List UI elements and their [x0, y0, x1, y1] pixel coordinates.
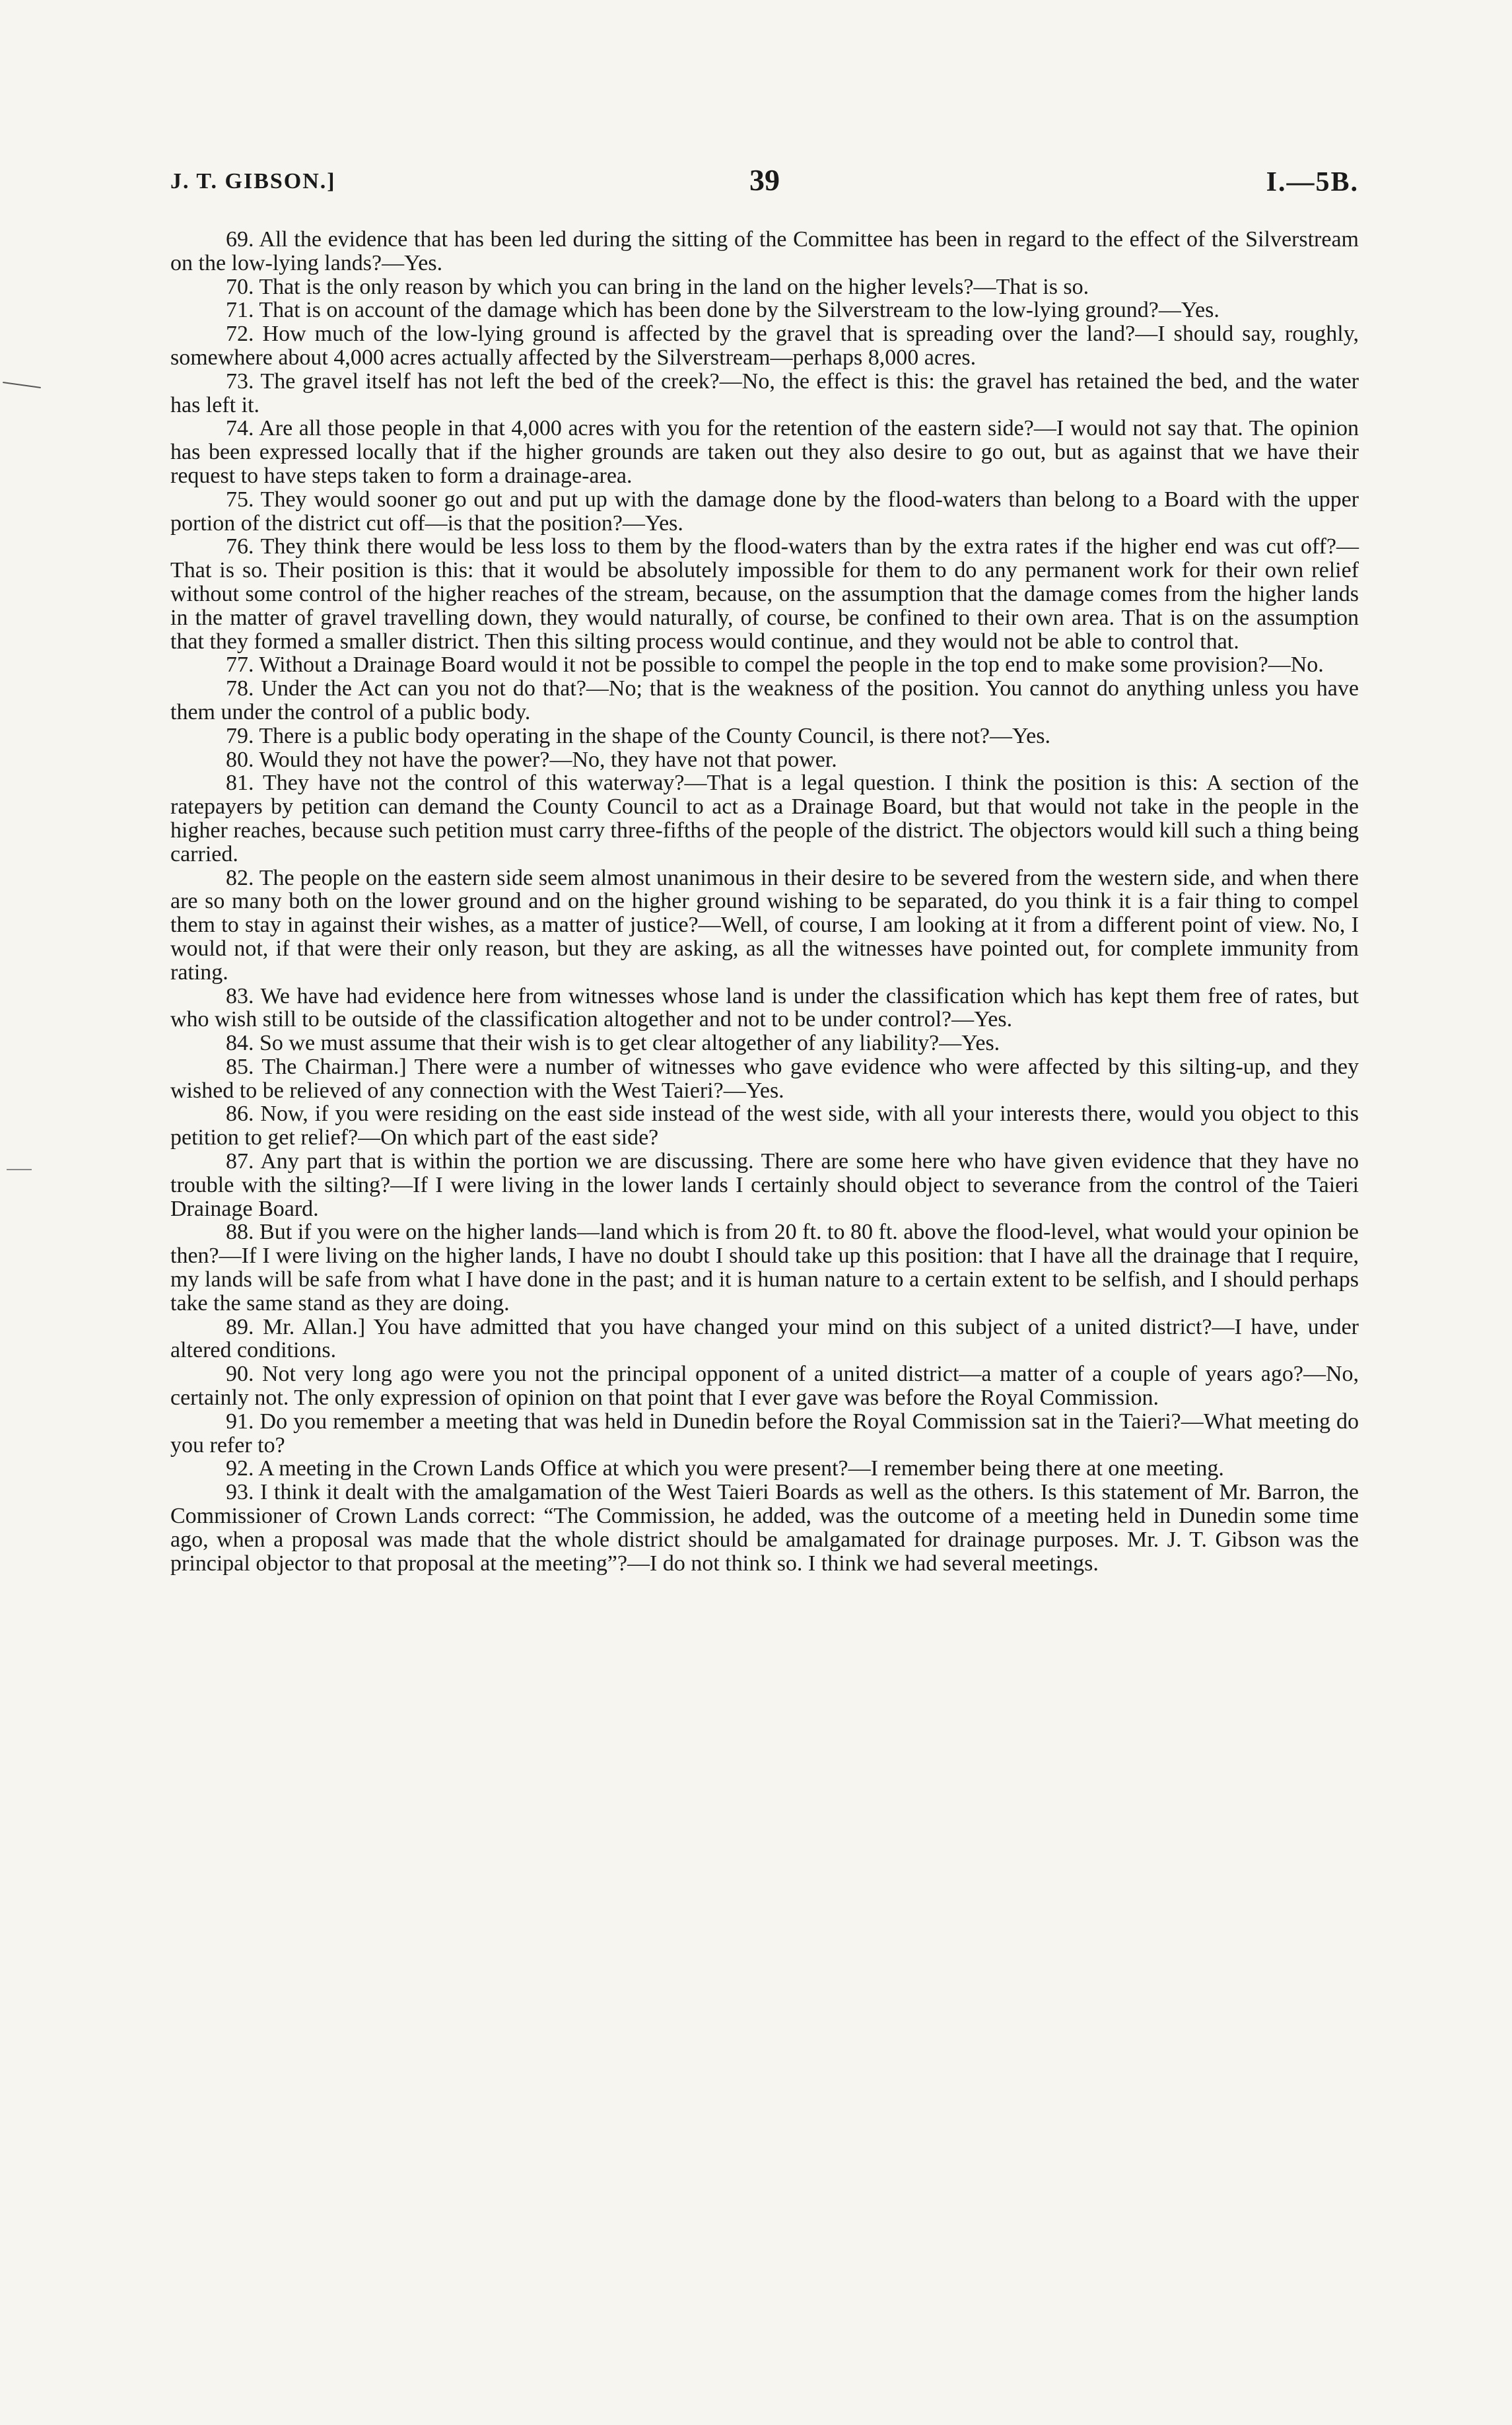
question-74: 74. Are all those people in that 4,000 acres with you for the retention of the eastern side?—I would not say that. The opinion has been expressed locally that if the higher grounds are taken out they also desire to go out, but as against that we have their request to have steps taken to form a drainage-area. — [170, 416, 1359, 488]
question-89: 89. Mr. Allan.] You have admitted that you have changed your mind on this subject of a united district?—I have, under altered conditions. — [170, 1314, 1359, 1363]
question-84: 84. So we must assume that their wish is to get clear altogether of any liability?—Yes. — [226, 1031, 1000, 1056]
question-81: 81. They have not the control of this waterway?—That is a legal question. I think the position is this: A section of the ratepayers by petition can demand the County Council to act as a Drainage Board, but that would not take in the people in the higher reaches, because such petition must carry three-fifths of the people of the district. The objectors would kill such a thing being carried. — [170, 771, 1359, 866]
margin-mark — [7, 1169, 32, 1170]
witness-name: J. T. GIBSON.] — [170, 169, 336, 193]
question-85: 85. The Chairman.] There were a number of witnesses who gave evidence who were affected by this silting-up, and they wished to be relieved of any connection with the West Taieri?—Yes. — [170, 1054, 1359, 1103]
question-82: 82. The people on the eastern side seem almost unanimous in their desire to be severed from the western side, and when there are so many both on the lower ground and on the higher ground wishing to be separated, do you think it is a fair thing to compel them to stay in against their wishes, as a matter of justice?—Well, of course, I am looking at it from a different point of view. No, I would not, if that were their only reason, but they are asking, as all the witnesses have pointed out, for complete immunity from rating. — [170, 865, 1359, 985]
question-72: 72. How much of the low-lying ground is affected by the gravel that is spreading over the land?—I should say, roughly, somewhere about 4,000 acres actually affected by the Silverstream—perhaps 8,000 acres. — [170, 322, 1359, 370]
question-76: 76. They think there would be less loss to them by the flood-waters than by the extra rates if the higher end was cut off?—That is so. Their position is this: that it would be absolutely impossible for them to do any permanent work for their own relief without some control of the higher reaches of the stream, because, on the assumption that the damage comes from the higher lands in the matter of gravel travelling down, they would naturally, of course, be confined to their own area. That is on the assumption that they formed a smaller district. Then this silting process would continue, and they would not be able to control that. — [170, 534, 1359, 654]
question-83: 83. We have had evidence here from witnesses whose land is under the classification which has kept them free of rates, but who wish still to be outside of the classification altogether and not to be under control?—Yes. — [170, 983, 1359, 1032]
question-80: 80. Would they not have the power?—No, they have not that power. — [226, 747, 837, 772]
question-78: 78. Under the Act can you not do that?—No; that is the weakness of the position. You cannot do anything unless you have them under the control of a public body. — [170, 676, 1359, 724]
document-reference: I.—5B. — [1266, 167, 1359, 197]
question-71: 71. That is on account of the damage which has been done by the Silverstream to the low-lying ground?—Yes. — [226, 298, 1220, 323]
question-79: 79. There is a public body operating in the shape of the County Council, is there not?—Yes. — [226, 723, 1050, 748]
question-73: 73. The gravel itself has not left the bed of the creek?—No, the effect is this: the gravel has retained the bed, and the water has left it. — [170, 369, 1359, 417]
page-header — [170, 162, 1359, 202]
question-93: 93. I think it dealt with the amalgamation of the West Taieri Boards as well as the others. Is this statement of Mr. Barron, the Commissioner of Crown Lands correct: “The Commission, he added, was the outcome of a meeting held in Dunedin some time ago, when a proposal was made that the whole district should be amalgamated for drainage purposes. Mr. J. T. Gibson was the principal objector to that proposal at the meeting”?—I do not think so. I think we had several meetings. — [170, 1480, 1359, 1576]
question-87: 87. Any part that is within the portion we are discussing. There are some here who have given evidence that they have no trouble with the silting?—If I were living in the lower lands I certainly should object to severance from the control of the Taieri Drainage Board. — [170, 1149, 1359, 1221]
question-70: 70. That is the only reason by which you can bring in the land on the higher levels?—That is so. — [226, 274, 1089, 299]
question-92: 92. A meeting in the Crown Lands Office at which you were present?—I remember being there at one meeting. — [226, 1456, 1224, 1481]
margin-mark — [3, 382, 41, 388]
question-69: 69. All the evidence that has been led during the sitting of the Committee has been in regard to the effect of the Silverstream on the low-lying lands?—Yes. — [170, 227, 1359, 275]
question-75: 75. They would sooner go out and put up with the damage done by the flood-waters than belong to a Board with the upper portion of the district cut off—is that the position?—Yes. — [170, 487, 1359, 536]
question-88: 88. But if you were on the higher lands—land which is from 20 ft. to 80 ft. above the flood-level, what would your opinion be then?—If I were living on the higher lands, I have no doubt I should take up this position: that I have all the drainage that I require, my lands will be safe from what I have done in the past; and it is human nature to a certain extent to be selfish, and I should perhaps take the same stand as they are doing. — [170, 1220, 1359, 1316]
question-77: 77. Without a Drainage Board would it not be possible to compel the people in the top end to make some provision?—No. — [226, 652, 1324, 678]
question-86: 86. Now, if you were residing on the east side instead of the west side, with all your interests there, would you object to this petition to get relief?—On which part of the east side? — [170, 1102, 1359, 1150]
evidence-text — [170, 228, 1359, 1575]
page-number: 39 — [749, 163, 780, 197]
question-91: 91. Do you remember a meeting that was held in Dunedin before the Royal Commission sat in the Taieri?—What meeting do you refer to? — [170, 1409, 1359, 1458]
question-90: 90. Not very long ago were you not the principal opponent of a united district—a matter of a couple of years ago?—No, certainly not. The only expression of opinion on that point that I ever gave was before the Royal Commission. — [170, 1362, 1359, 1411]
